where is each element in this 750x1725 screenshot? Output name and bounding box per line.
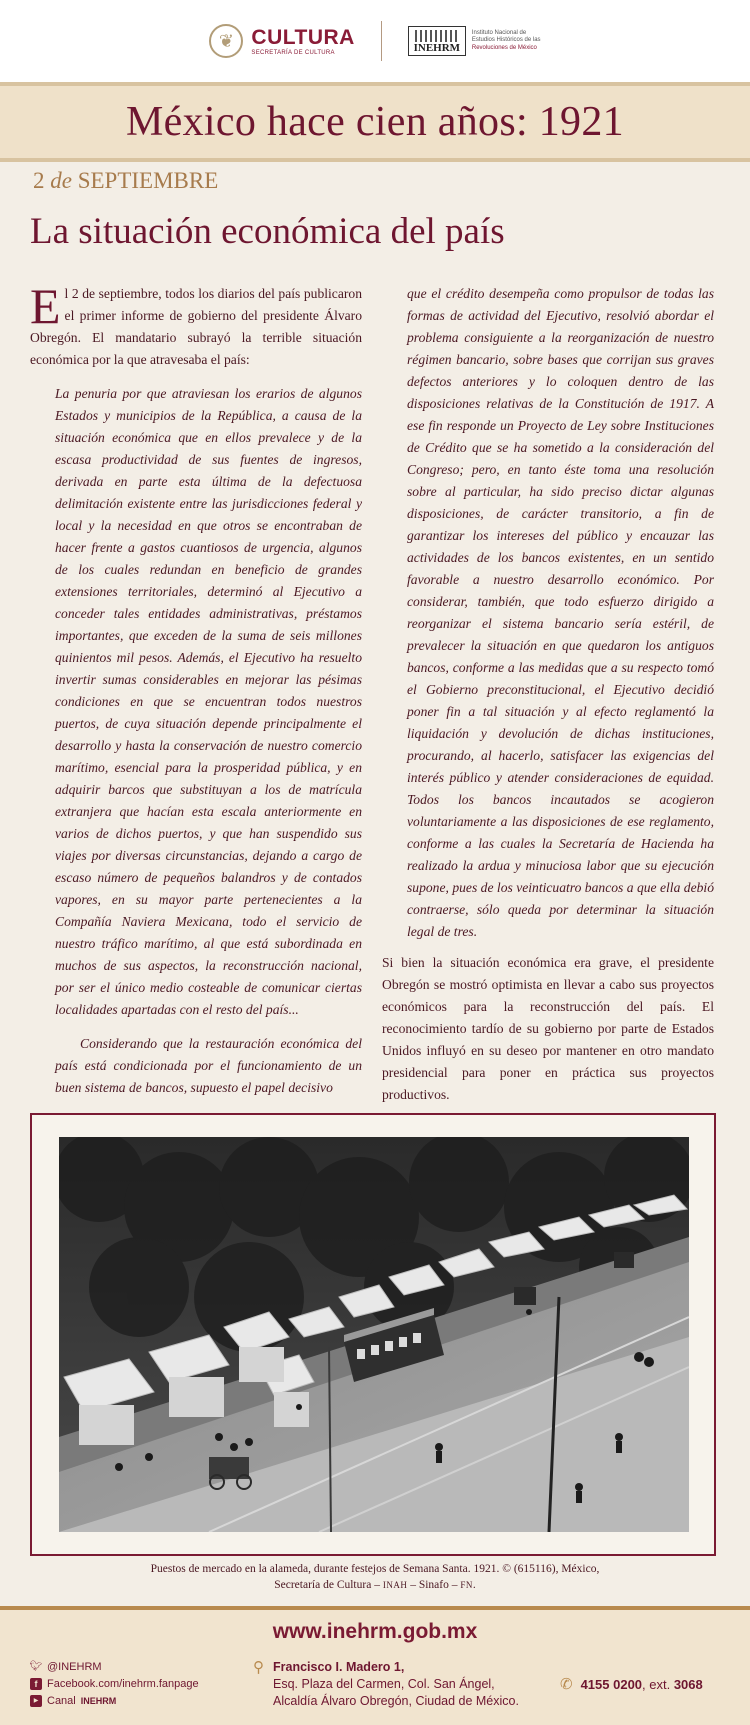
website-link[interactable]: www.inehrm.gob.mx bbox=[272, 1620, 478, 1643]
phone-ext-label: , ext. bbox=[642, 1676, 674, 1692]
twitter-handle: @INEHRM bbox=[47, 1660, 102, 1673]
national-seal-icon: ❦ bbox=[209, 24, 243, 58]
phone-extension: 3068 bbox=[673, 1676, 703, 1692]
facebook-icon: f bbox=[30, 1678, 42, 1690]
caption-text-b: – Sinafo – bbox=[407, 1579, 461, 1591]
youtube-channel-name: INEHRM bbox=[80, 1695, 117, 1706]
cultura-subtitle: SECRETARÍA DE CULTURA bbox=[251, 49, 335, 56]
caption-inah: INAH bbox=[382, 1580, 408, 1590]
market-scene-illustration bbox=[59, 1137, 689, 1532]
social-links bbox=[30, 1658, 199, 1709]
quote-paragraph-1: La penuria por que atraviesan los erarios de algunos Estados y municipios de la República, a causa de la situación económica que en ellos prevalece y de la escasa productividad de sus fuentes de ingresos, derivada en parte esta última de la defectuosa delimitación existente entre las jurisdicciones federal y local y la necesidad en que otros se encontraban de hacer frente a gastos cuantiosos de urgencia, algunos de los cuales redundan en beneficio de grandes extensiones territoriales, determinó al Ejecutivo a conceder tales entidades administrativas, préstamos importantes, que exceden de la suma de seis millones quinientos mil pesos. Además, el Ejecutivo ha resuelto invertir sumas considerables en mejorar las pésimas condiciones en que se encuentran todos nuestros puertos, de cuya situación depende principalmente el desarrollo y hasta la conservación de nuestro comercio marítimo, esencial para la prosperidad pública, y en adquirir barcos que substituyan a los de matrícula extranjera que hacían esta escala anteriormente en varios de dichos puertos, y que han suspendido sus viajes por diversas circunstancias, dejando a cargo de escaso número de pequeños balandros y de contados vapores, en su mayor parte pertenecientes a la Compañía Naviera Mexicana, todo el servicio de nuestro tráfico marítimo, al que está subordinada en muchos de sus aspectos, la reconstrucción nacional, por ser el único medio costeable de comunicar ciertas localidades apartadas con el resto del país... bbox=[55, 386, 362, 1017]
intro-text: l 2 de septiembre, todos los diarios del país publicaron el primer informe de gobierno del presidente Álvaro Obregón. El mandatario subrayó la terrible situación económica por la que atravesaba el país: bbox=[30, 286, 362, 367]
cultura-name: CULTURA bbox=[251, 25, 355, 49]
address-line-2: Esq. Plaza del Carmen, Col. San Ángel, bbox=[273, 1677, 495, 1691]
caption-text-a: Secretaría de Cultura – bbox=[274, 1579, 383, 1591]
twitter-link[interactable] bbox=[30, 1658, 199, 1675]
inehrm-line-2: Estudios Históricos de las bbox=[471, 37, 541, 44]
quote-paragraph-2-text: Considerando que la restauración económica del país está condicionada por el funcionamiento de un buen sistema de bancos, supuesto el papel decisivo bbox=[55, 1036, 362, 1095]
quote-paragraph-2 bbox=[30, 1033, 362, 1099]
article-title: La situación económica del país bbox=[30, 211, 505, 252]
inehrm-logo[interactable] bbox=[408, 26, 541, 56]
address-lines bbox=[273, 1659, 519, 1710]
caption-line-1: Puestos de mercado en la alameda, durante festejos de Semana Santa. 1921. © (615116), México, bbox=[150, 1563, 600, 1575]
caption-text-c: . bbox=[472, 1579, 476, 1591]
right-column bbox=[382, 283, 714, 1106]
twitter-bird-icon: 🐦︎ bbox=[29, 1661, 43, 1672]
footer bbox=[0, 1606, 750, 1725]
cultura-logo[interactable] bbox=[209, 24, 354, 58]
top-header bbox=[0, 0, 750, 82]
header-divider bbox=[381, 21, 382, 61]
inehrm-mark-text: INEHRM bbox=[413, 42, 461, 54]
closing-paragraph: Si bien la situación económica era grave, el presidente Obregón se mostró optimista en llevar a cabo sus proyectos económicos para la reconstrucción del país. El reconocimiento tardío de su gobierno por parte de Estados Unidos influyó en su deseo por mantener en otro mandato presidencial para poner en práctica sus proyectos productivos. bbox=[382, 955, 714, 1102]
location-pin-icon: ⚲ bbox=[253, 1659, 264, 1676]
photo-caption bbox=[60, 1561, 690, 1593]
quote-continuation: que el crédito desempeña como propulsor de todas las formas de actividad del Ejecutivo, resolvió abordar el problema consiguiente a la reorganización de nuestro régimen bancario, sobre bases que corrijan sus graves defectos anteriores y lo coloquen dentro de las disposiciones relativas de la Constitución de 1917. A ese fin responde un Proyecto de Ley sobre Instituciones de Crédito que se ha sometido a la consideración del Congreso; pero, en tanto éste toma una resolución sobre al particular, ha sido preciso dictar algunas disposiciones, de carácter transitorio, a fin de garantizar los intereses del público y encauzar las actividades de los bancos existentes, en un sentido favorable a nuestro desarrollo económico. Por considerar, también, que todo esfuerzo dirigido a reorganizar el sistema bancario sería estéril, de prevalecer la situación en que quedaron los antiguos bancos, conforme a las medidas que a su respecto tomó el Gobierno preconstitucional, el Ejecutivo decidió poner fin a tal situación y al efecto reglamentó la liquidación y devolución de dichas instituciones, procurando, al hacerlo, satisfacer las exigencias del interés público y atender consideraciones de equidad. Todos los bancos incautados se acogieron voluntariamente a las disposiciones de ese reglamento, conforme a las cuales la Secretaría de Hacienda ha realizado la ardua y minuciosa labor que su ejecución supone, pues de los veinticuatro bancos a que ella debió contraerse, sólo queda por determinar la situación legal de tres. bbox=[407, 286, 714, 939]
intro-paragraph bbox=[30, 278, 362, 371]
caption-fn: FN bbox=[460, 1580, 473, 1590]
inehrm-line-1: Instituto Nacional de bbox=[471, 29, 527, 36]
phone-text bbox=[581, 1677, 703, 1692]
photo-frame bbox=[30, 1113, 716, 1556]
date-month: SEPTIEMBRE bbox=[77, 168, 219, 193]
date-heading bbox=[33, 168, 218, 194]
left-column bbox=[30, 278, 362, 1099]
date-day: 2 bbox=[33, 168, 45, 193]
phone-icon: ✆ bbox=[560, 1676, 573, 1693]
date-de: de bbox=[50, 168, 72, 193]
phone-number: 4155 0200 bbox=[580, 1676, 643, 1692]
address-line-3: Alcaldía Álvaro Obregón, Ciudad de México. bbox=[273, 1694, 519, 1708]
youtube-channel-label: Canal bbox=[47, 1694, 76, 1707]
facebook-link[interactable] bbox=[30, 1675, 199, 1692]
address-block bbox=[253, 1659, 519, 1710]
caption-line-2 bbox=[60, 1577, 690, 1593]
cultura-text bbox=[251, 27, 354, 56]
inehrm-line-3: Revoluciones de México bbox=[471, 44, 537, 51]
title-band bbox=[0, 82, 750, 162]
inehrm-building-icon bbox=[408, 26, 466, 56]
phone-contact[interactable] bbox=[560, 1675, 703, 1693]
youtube-icon: ▶ bbox=[30, 1695, 42, 1707]
youtube-link[interactable] bbox=[30, 1692, 199, 1709]
inehrm-description bbox=[472, 30, 541, 53]
address-street: Francisco I. Madero 1, bbox=[273, 1660, 405, 1674]
historical-market-photo[interactable] bbox=[59, 1137, 689, 1532]
page-title: México hace cien años: 1921 bbox=[126, 99, 624, 145]
drop-cap: E bbox=[30, 278, 61, 334]
facebook-url: Facebook.com/inehrm.fanpage bbox=[47, 1677, 199, 1690]
